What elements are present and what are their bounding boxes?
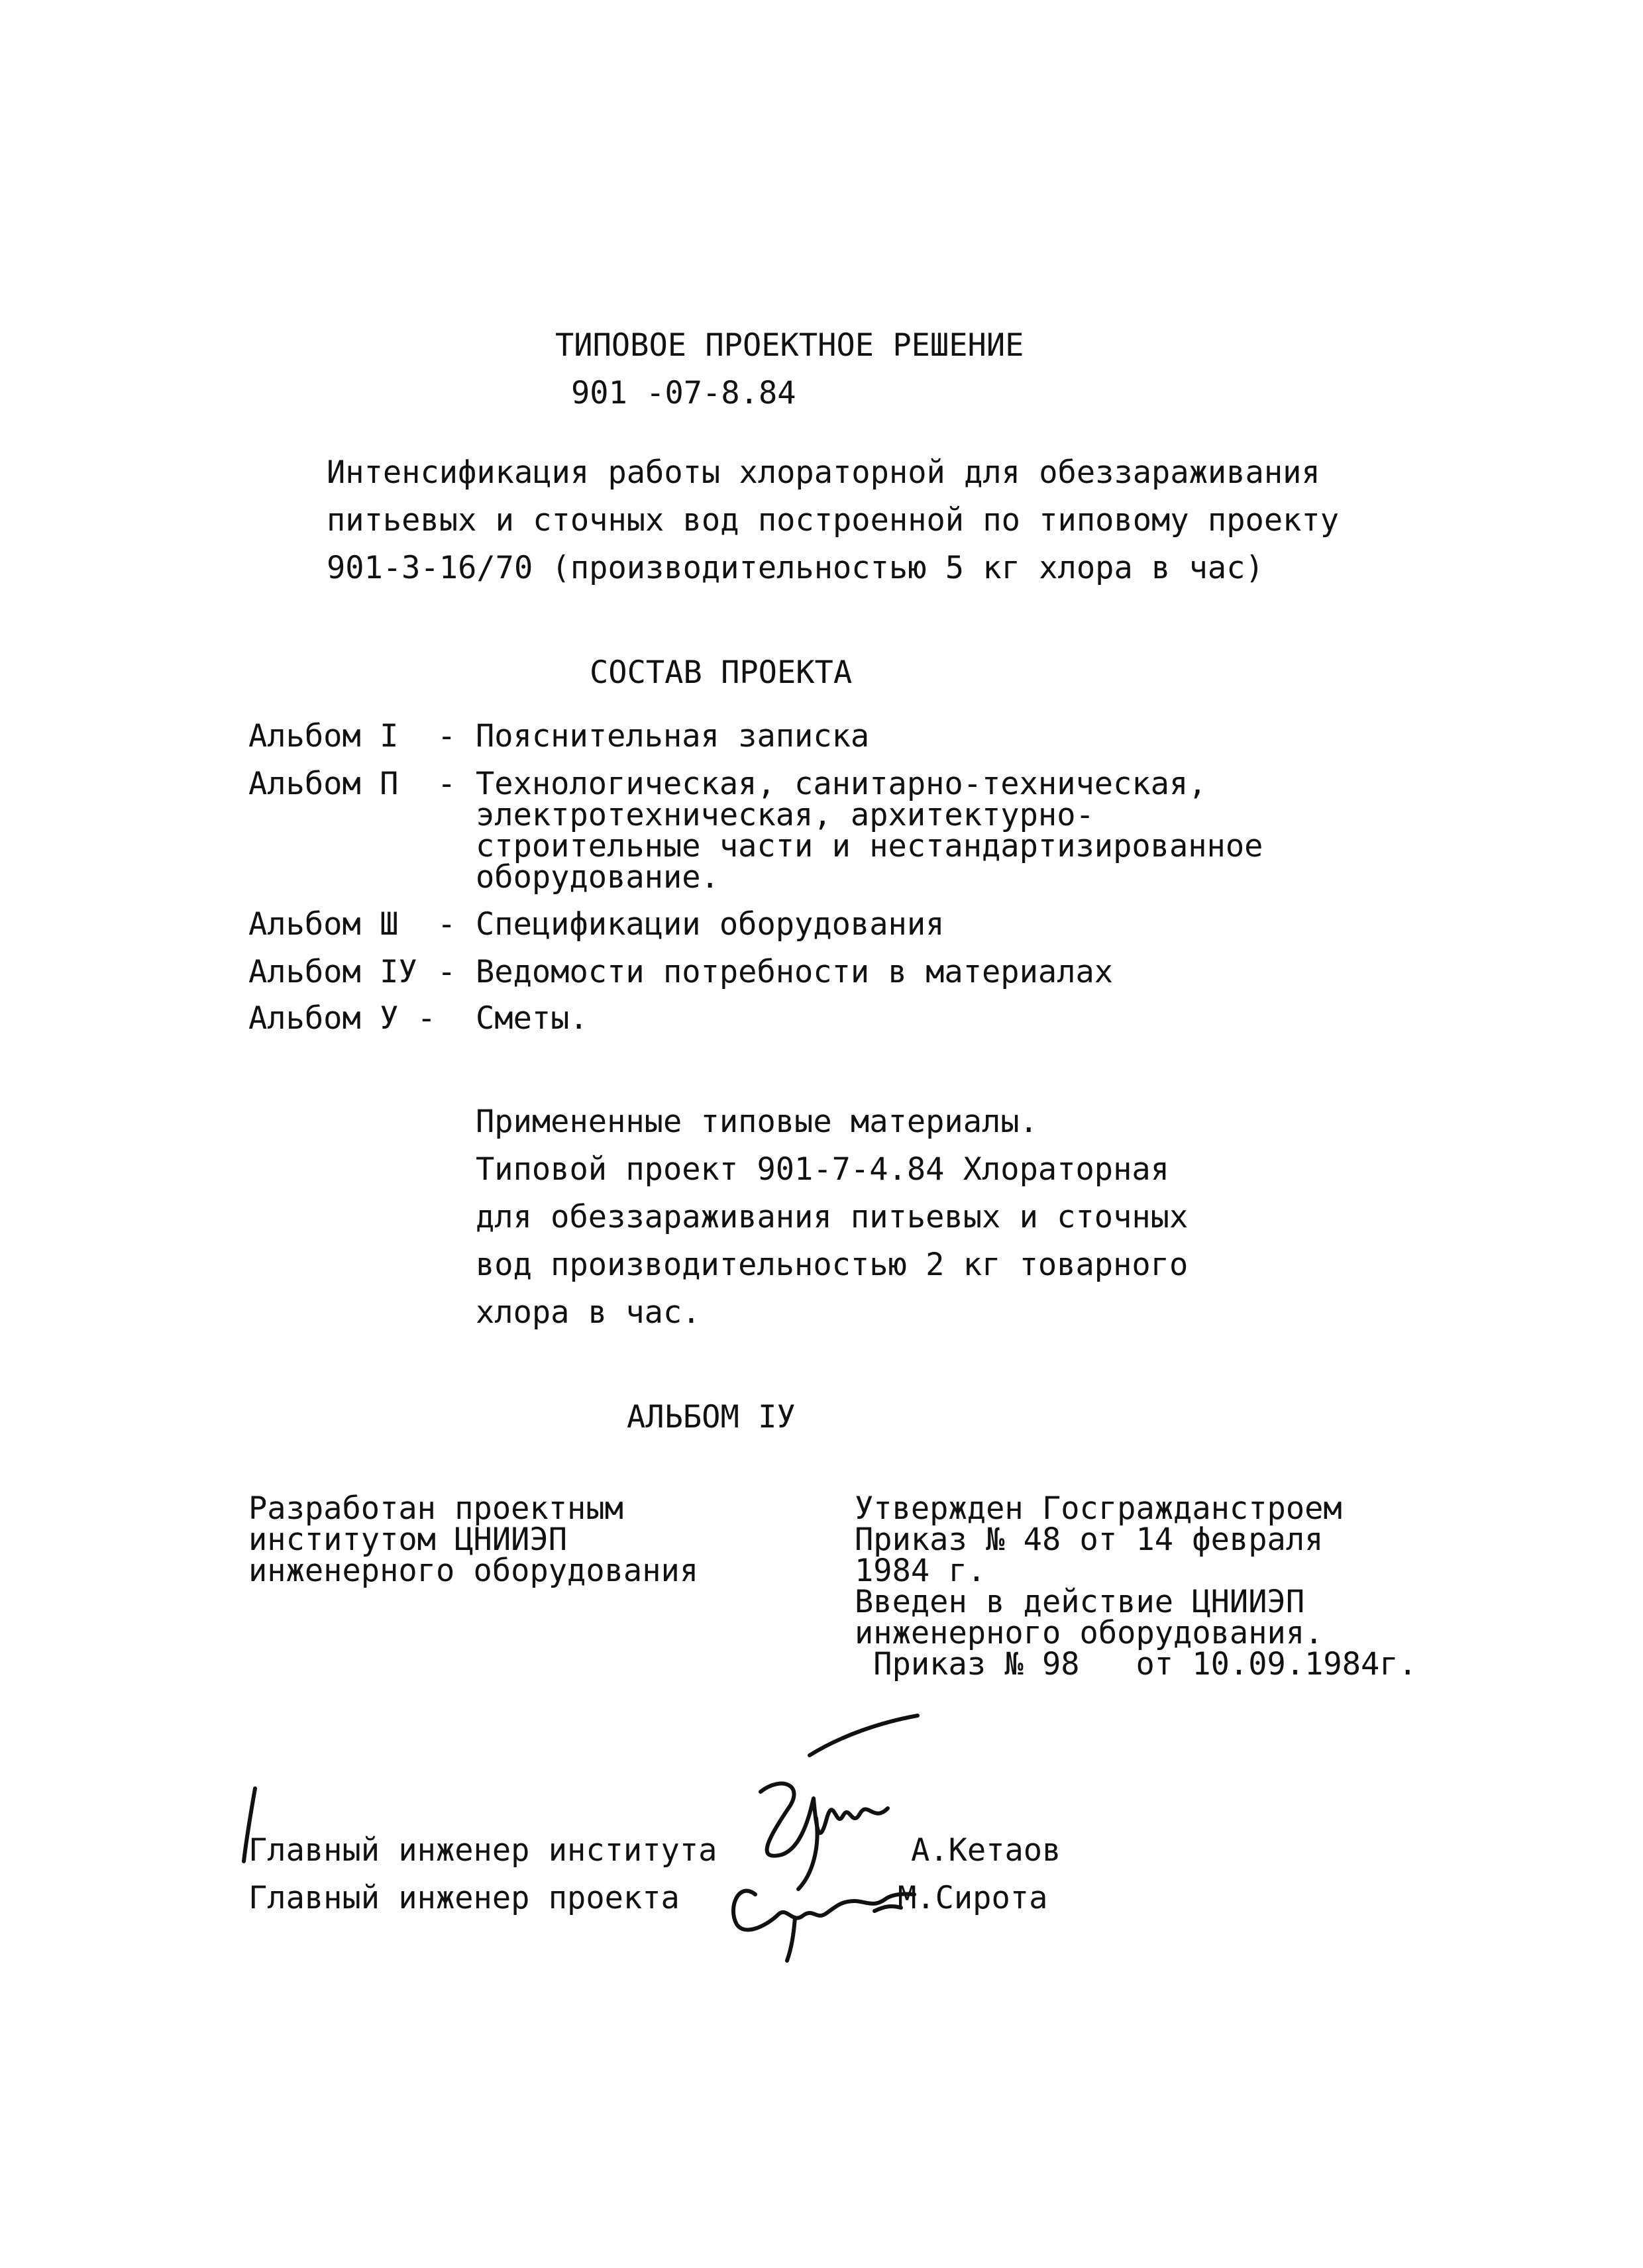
album-1-label: Альбом I bbox=[248, 718, 399, 754]
signatory-role-2: Главный инженер проекта bbox=[248, 1880, 680, 1916]
applied-materials-line-2: Типовой проект 901-7-4.84 Хлораторная bbox=[476, 1151, 1169, 1188]
description-line-1: Интенсификация работы хлораторной для обеззараживания bbox=[327, 454, 1320, 491]
album-2-label: Альбом П bbox=[248, 766, 399, 802]
description-line-2: питьевых и сточных вод построенной по типовому проекту bbox=[327, 502, 1340, 539]
album-1-dash: - bbox=[437, 718, 456, 754]
approval-block: Утвержден Госгражданстроем Приказ № 48 от 14 февраля 1984 г. Введен в действие ЦНИИЭП инженерного оборудования. Приказ № 98 от 10.09.1984г. bbox=[855, 1490, 1417, 1682]
album-2-text: Технологическая, санитарно-техническая, электротехническая, архитектурно- строительные части и нестандартизированное оборудование. bbox=[476, 766, 1263, 896]
album-2-dash: - bbox=[437, 766, 456, 802]
signature-top-stroke bbox=[810, 1716, 918, 1755]
signatory-role-1: Главный инженер института bbox=[248, 1832, 717, 1869]
album-current-title: АЛЬБОМ IУ bbox=[627, 1399, 796, 1435]
signature-sirota bbox=[733, 1891, 914, 1930]
signature-sirota-underline bbox=[874, 1906, 901, 1911]
description-line-3: 901-3-16/70 (производительностью 5 кг хлора в час) bbox=[327, 550, 1264, 586]
album-3-text: Спецификации оборудования bbox=[476, 906, 945, 943]
applied-materials-line-1: Примененные типовые материалы. bbox=[476, 1104, 1038, 1140]
album-4-text: Ведомости потребности в материалах bbox=[476, 954, 1114, 990]
signatory-name-1: А.Кетаов bbox=[911, 1832, 1061, 1869]
applied-materials-line-4: вод производительностью 2 кг товарного bbox=[476, 1247, 1189, 1283]
album-4-dash: - bbox=[437, 954, 456, 990]
signatory-name-2: М.Сирота bbox=[898, 1880, 1048, 1916]
signature-ketaov bbox=[761, 1784, 888, 1856]
album-3-dash: - bbox=[437, 906, 456, 943]
header-type-label: ТИПОВОЕ ПРОЕКТНОЕ РЕШЕНИЕ bbox=[555, 327, 1024, 364]
album-3-label: Альбом Ш bbox=[248, 906, 399, 943]
signature-sirota-tail bbox=[787, 1918, 795, 1961]
applied-materials-line-3: для обеззараживания питьевых и сточных bbox=[476, 1199, 1189, 1235]
composition-title: СОСТАВ ПРОЕКТА bbox=[590, 654, 853, 691]
album-5-text: Сметы. bbox=[476, 1000, 588, 1037]
applied-materials-line-5: хлора в час. bbox=[476, 1294, 701, 1331]
developed-by: Разработан проектным институтом ЦНИИЭП инженерного оборудования bbox=[248, 1490, 699, 1589]
signature-ketaov-loop bbox=[798, 1818, 818, 1889]
header-number: 901 -07-8.84 bbox=[571, 375, 796, 411]
album-5-label: Альбом У - bbox=[248, 1000, 436, 1037]
album-4-label: Альбом IУ bbox=[248, 954, 417, 990]
album-1-text: Пояснительная записка bbox=[476, 718, 870, 754]
